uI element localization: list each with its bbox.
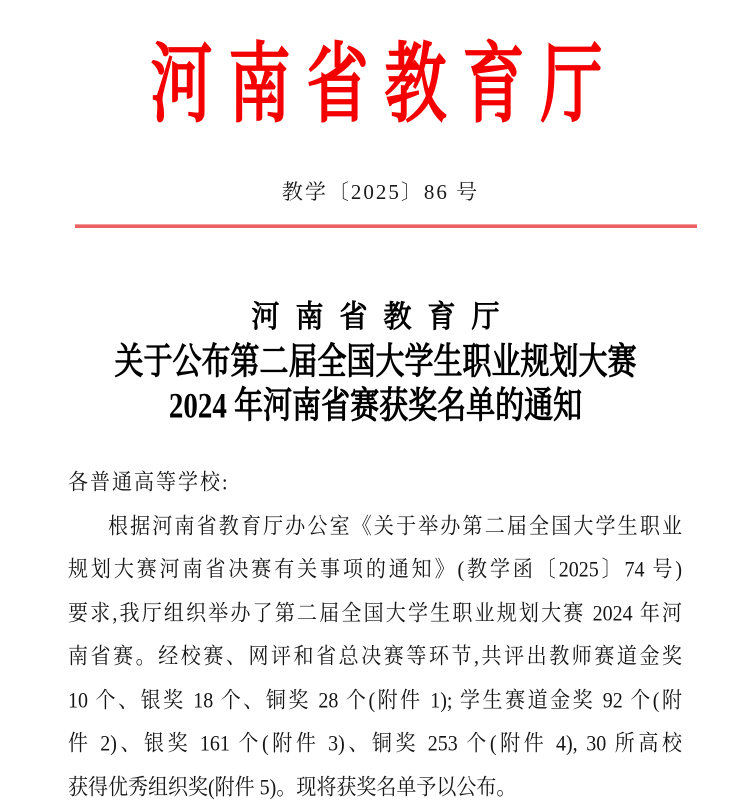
notice-body xyxy=(68,462,690,803)
paragraph-line: 规划大赛河南省决赛有关事项的通知》(教学函〔2025〕74 号) xyxy=(68,557,682,583)
notice-title-block xyxy=(12,296,739,428)
paragraph-line: 10 个、银奖 18 个、铜奖 28 个(附件 1); 学生赛道金奖 92 个(附 xyxy=(68,688,682,713)
paragraph-line: 根据河南省教育厅办公室《关于举办第二届全国大学生职业 xyxy=(108,514,682,539)
paragraph-line: 要求,我厅组织举办了第二届全国大学生职业规划大赛 2024 年河 xyxy=(68,601,682,626)
paragraph-line: 获得优秀组织奖(附件 5)。现将获奖名单予以公布。 xyxy=(68,775,517,800)
paragraph-line: 南省赛。经校赛、网评和省总决赛等环节,共评出教师赛道金奖 xyxy=(68,644,682,670)
paragraph-line: 件 2)、银奖 161 个(附件 3)、铜奖 253 个(附件 4), 30 所高校 xyxy=(68,731,682,757)
notice-title-line-2: 关于公布第二届全国大学生职业规划大赛 xyxy=(114,342,637,382)
agency-masthead-title: 河南省教育厅 xyxy=(150,38,619,134)
document-number: 教学〔2025〕86 号 xyxy=(281,180,480,204)
notice-title-line-1: 河南省教育厅 xyxy=(251,300,516,335)
notice-title-line-3: 2024 年河南省赛获奖名单的通知 xyxy=(168,386,583,426)
red-divider-rule xyxy=(75,224,697,228)
salutation-line: 各普通高等学校: xyxy=(68,470,230,496)
